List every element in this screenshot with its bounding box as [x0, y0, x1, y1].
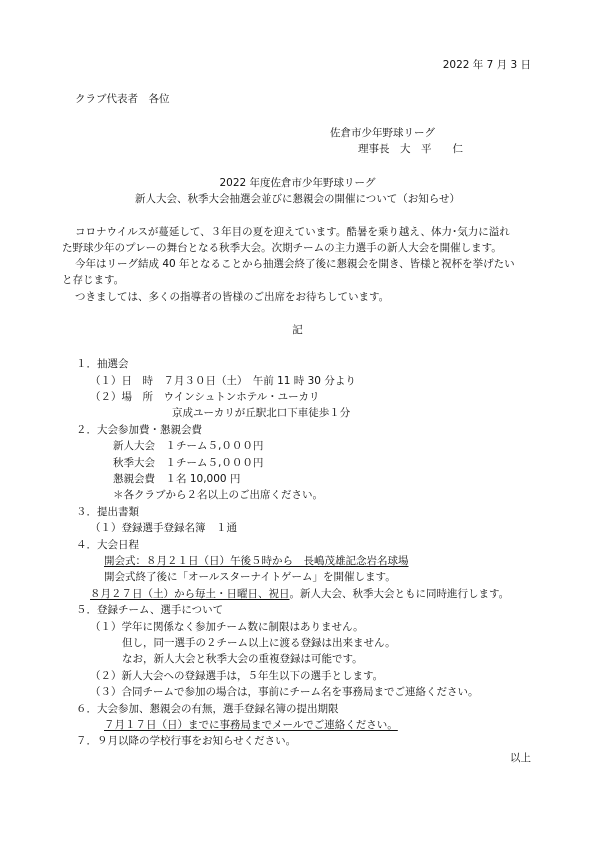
body-paragraph-1-line-1: コロナウイルスが蔓延して、３年目の夏を迎えています。酷暑を乗り越え、体力･気力に溢れ: [75, 226, 510, 238]
body-paragraph-2-line-1: 今年はリーグ結成 40 年となることから抽選会終了後に懇親会を開き、皆様と祝杯を挙げたい: [75, 258, 515, 270]
sender-organization: 佐倉市少年野球リーグ: [330, 127, 435, 139]
item-7-title: ７．９月以降の学校行事をお知らせください。: [76, 735, 297, 747]
item-4-allstar: 開会式終了後に「オールスターナイトゲーム」を開催します。: [104, 571, 396, 583]
item-5-rule-2: （２）新人大会への登録選手は，５年生以下の選手とします。: [90, 670, 384, 682]
sender-name: 理事長 大 平 仁: [358, 143, 463, 155]
body-paragraph-2-line-2: と存じます。: [62, 274, 125, 286]
document-title-line2: 新人大会、秋季大会抽選会並びに懇親会の開催について（お知らせ）: [135, 193, 460, 205]
item-5-title: ５．登録チーム、選手について: [76, 604, 224, 616]
item-3-title: ３．提出書類: [76, 506, 139, 518]
ki-heading: 記: [292, 324, 303, 336]
item-1-title: １．抽選会: [76, 358, 129, 370]
item-1-place: （２）場 所 ウインシュトンホテル・ユーカリ: [90, 391, 320, 403]
item-1-date: （１）日 時 ７月３０日（土） 午前 11 時 30 分より: [90, 375, 356, 387]
item-2-fee-party: 懇親会費 １名 10,000 円: [113, 473, 241, 485]
item-2-note: ＊各クラブから２名以上のご出席ください。: [113, 489, 323, 501]
item-1-access: 京成ユーカリが丘駅北口下車徒歩１分: [172, 407, 351, 419]
document-date: 2022 年 7 月 3 日: [442, 59, 531, 71]
item-5-rule-1-but: 但し，同一選手の２チーム以上に渡る登録は出来ません。: [122, 637, 396, 649]
item-2-fee-new: 新人大会 １チーム５,０００円: [113, 440, 264, 452]
item-5-rule-3: （３）合同チームで参加の場合は，事前にチーム名を事務局までご連絡ください。: [90, 686, 479, 698]
item-3-document: （１）登録選手登録名簿 １通: [90, 522, 237, 534]
item-5-rule-1: （１）学年に関係なく参加チーム数に制限はありません。: [90, 621, 364, 633]
item-4-opening: 開会式：８月２１日（日）午後５時から 長嶋茂雄記念岩名球場: [104, 555, 409, 567]
item-4-schedule-underlined: ８月２７日（土）から毎土・日曜日、祝日: [90, 588, 290, 600]
item-6-title: ６．大会参加、懇親会の有無，選手登録名簿の提出期限: [76, 703, 339, 715]
item-5-rule-1-note: なお，新人大会と秋季大会の重複登録は可能です。: [122, 653, 363, 665]
item-2-title: ２．大会参加費・懇親会費: [76, 424, 202, 436]
recipient-line: クラブ代表者 各位: [75, 93, 170, 105]
body-paragraph-3: つきましては、多くの指導者の皆様のご出席をお待ちしています。: [75, 291, 390, 303]
item-4-title: ４．大会日程: [76, 539, 139, 551]
item-4-schedule-rest: 。新人大会、秋季大会ともに同時進行します。: [289, 588, 510, 600]
item-6-deadline: ７月１７日（日）までに事務局までメールでご連絡ください。: [104, 719, 398, 731]
item-2-fee-autumn: 秋季大会 １チーム５,０００円: [113, 457, 264, 469]
item-4-schedule: [90, 587, 509, 601]
document-title-line1: 2022 年度佐倉市少年野球リーグ: [219, 177, 376, 189]
closing-ijo: 以上: [510, 752, 531, 764]
body-paragraph-1-line-2: た野球少年のプレーの舞台となる秋季大会。次期チームの主力選手の新人大会を開催します。: [62, 242, 502, 254]
